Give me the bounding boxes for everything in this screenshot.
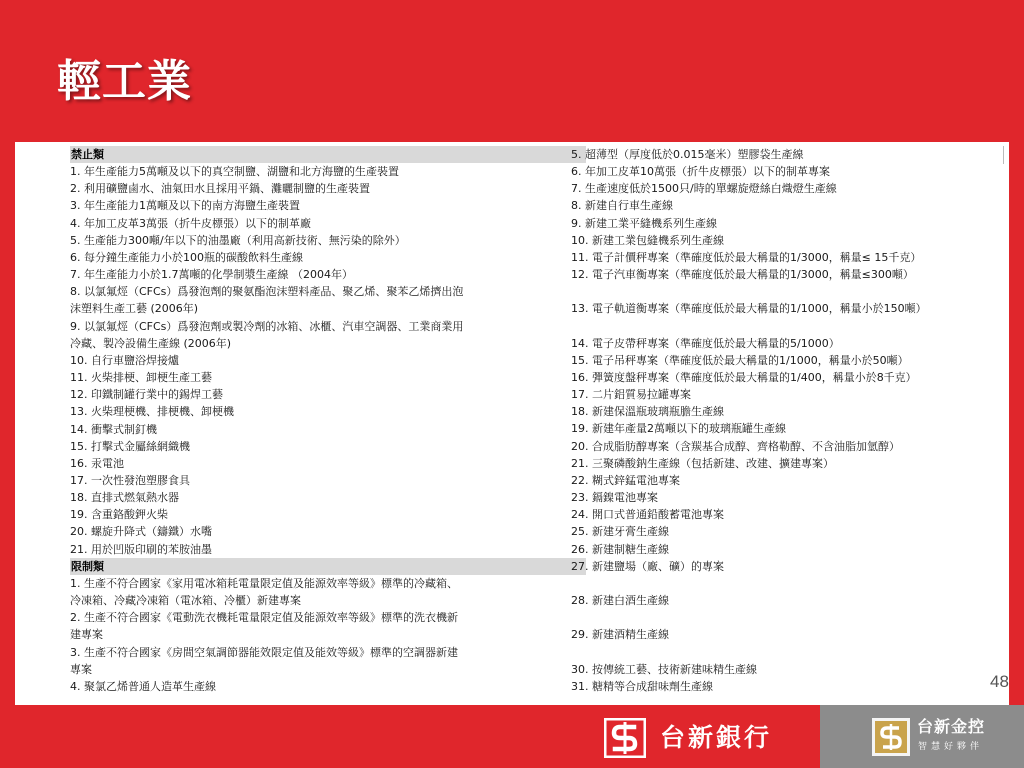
- list-item: 29. 新建酒精生產線: [571, 628, 669, 642]
- list-item: 3. 生產不符合國家《房間空氣調節器能效限定值及能效等級》標準的空調器新建: [70, 645, 458, 659]
- list-item: 22. 糊式鋅錳電池專案: [571, 473, 680, 487]
- list-item: 26. 新建制糖生產線: [571, 542, 669, 556]
- list-item: 9. 以氯氟烴（CFCs）爲發泡劑或製冷劑的冰箱、冰櫃、汽車空調器、工業商業用: [70, 319, 464, 333]
- list-item: 20. 合成脂肪醇專案（含羰基合成醇、齊格勒醇、不含油脂加氫醇）: [571, 439, 900, 453]
- list-item: 15. 電子吊秤專案（準確度低於最大稱量的1/1000，稱量小於50噸）: [571, 353, 909, 367]
- list-item: 16. 汞電池: [70, 456, 124, 470]
- list-item: 27. 新建鹽場（廠、礦）的專案: [571, 559, 724, 573]
- list-item: 5. 超薄型（厚度低於0.015毫米）塑膠袋生產線: [571, 148, 804, 161]
- row-spacer: [571, 318, 1005, 335]
- list-item: 13. 火柴理梗機、排梗機、卸梗機: [70, 405, 234, 419]
- row-spacer: [571, 283, 1005, 300]
- list-item: 31. 糖精等合成甜味劑生產線: [571, 679, 713, 693]
- bank-name: 台新銀行: [660, 723, 773, 752]
- list-item: 8. 新建自行車生產線: [571, 199, 673, 213]
- row-spacer: [571, 609, 1005, 626]
- list-item: 冷凍箱、冷藏冷凍箱（電冰箱、冷櫃）新建專案: [70, 594, 301, 608]
- taishin-holdings-logo-icon: [872, 718, 910, 756]
- list-item: 19. 新建年產量2萬噸以下的玻璃瓶罐生產線: [571, 422, 786, 436]
- list-item: 21. 三聚磷酸鈉生產線（包括新建、改建、擴建專案）: [571, 456, 834, 470]
- table-edge-divider: [1003, 146, 1004, 164]
- list-item: 21. 用於凹版印刷的苯胺油墨: [70, 542, 212, 556]
- list-item: 24. 開口式普通鉛酸蓄電池專案: [571, 508, 724, 522]
- list-item: 25. 新建牙膏生產線: [571, 525, 669, 539]
- list-item: 23. 鎘鎳電池專案: [571, 491, 658, 505]
- row-spacer: [571, 575, 1005, 592]
- list-item: 11. 電子計價秤專案（準確度低於最大稱量的1/3000，稱量≤ 15千克）: [571, 250, 922, 264]
- list-item: 28. 新建白酒生產線: [571, 594, 669, 608]
- page-number: 48: [990, 672, 1009, 691]
- list-item: 16. 彈簧度盤秤專案（準確度低於最大稱量的1/400，稱量小於8千克）: [571, 371, 917, 384]
- list-item: 2. 生產不符合國家《電動洗衣機耗電量限定值及能源效率等級》標準的洗衣機新: [70, 611, 458, 625]
- list-item: 冷藏、製冷設備生產線 (2006年): [70, 336, 232, 350]
- list-item: 20. 螺旋升降式（鑄鐵）水嘴: [70, 525, 212, 539]
- list-item: 6. 每分鐘生產能力小於100瓶的碳酸飲料生產線: [70, 250, 303, 264]
- list-item: 7. 年生產能力小於1.7萬噸的化學制漿生產線 （2004年）: [70, 268, 353, 282]
- list-item: 3. 年生產能力1萬噸及以下的南方海鹽生產裝置: [70, 199, 300, 213]
- list-item: 1. 年生產能力5萬噸及以下的真空制鹽、湖鹽和北方海鹽的生產裝置: [70, 165, 399, 179]
- list-item: 18. 新建保溫瓶玻璃瓶膽生產線: [571, 405, 724, 419]
- list-item: 12. 印鐵制罐行業中的錫焊工藝: [70, 388, 223, 402]
- list-item: 2. 利用礦鹽鹵水、油氣田水且採用平鍋、灘曬制鹽的生產裝置: [70, 182, 370, 196]
- right-border: [1009, 142, 1024, 705]
- page-title: 輕工業: [57, 56, 192, 107]
- list-item: 4. 聚氯乙烯普通人造革生產線: [70, 679, 216, 693]
- list-item: 9. 新建工業平縫機系列生產線: [571, 216, 717, 230]
- banned-list: [70, 163, 586, 558]
- list-item: 11. 火柴排梗、卸梗生產工藝: [70, 371, 212, 385]
- list-item: 1. 生產不符合國家《家用電冰箱耗電量限定值及能源效率等級》標準的冷藏箱、: [70, 576, 458, 590]
- list-item: 17. 二片鋁質易拉罐專案: [571, 388, 691, 402]
- left-column: [70, 146, 586, 695]
- restricted-list: [70, 575, 586, 695]
- right-column: [571, 146, 1005, 695]
- list-item: 14. 衝擊式制釘機: [70, 422, 157, 436]
- list-item: 6. 年加工皮革10萬張（折牛皮標張）以下的制革專案: [571, 165, 830, 179]
- list-item: 4. 年加工皮革3萬張（折牛皮標張）以下的制革廠: [70, 216, 311, 230]
- content-area: [15, 142, 1009, 705]
- list-item: 19. 含重鉻酸鉀火柴: [70, 508, 168, 522]
- list-item: 8. 以氯氟烴（CFCs）爲發泡劑的聚氨酯泡沫塑料產品、聚乙烯、聚苯乙烯擠出泡: [70, 285, 464, 299]
- list-item: 13. 電子軌道衡專案（準確度低於最大稱量的1/1000，稱量小於150噸）: [571, 302, 927, 316]
- list-item: 沫塑料生產工藝 (2006年): [70, 302, 199, 316]
- list-item: 15. 打擊式金屬絲網織機: [70, 439, 190, 453]
- holding-slogan: 智慧好夥伴: [918, 742, 984, 752]
- row-spacer: [571, 643, 1005, 660]
- list-item: 10. 自行車鹽浴焊接爐: [70, 353, 179, 367]
- list-item: 建專案: [70, 628, 103, 642]
- restricted-header: 限制類: [70, 558, 586, 575]
- list-item: 18. 直排式燃氣熱水器: [70, 491, 179, 505]
- holding-name: 台新金控: [917, 717, 986, 736]
- list-item: 14. 電子皮帶秤專案（準確度低於最大稱量的5/1000）: [571, 336, 840, 350]
- banned-header: 禁止類: [70, 146, 586, 163]
- taishin-bank-logo-icon: [604, 718, 646, 758]
- list-item: 12. 電子汽車衡專案（準確度低於最大稱量的1/3000，稱量≤300噸）: [571, 268, 914, 282]
- list-item: 5. 生產能力300噸/年以下的油墨廠（利用高新技術、無污染的除外）: [70, 233, 406, 247]
- list-item: 7. 生產速度低於1500只/時的單螺旋燈絲白熾燈生產線: [571, 182, 837, 196]
- list-item: 30. 按傳統工藝、技術新建味精生產線: [571, 662, 757, 676]
- left-border: [0, 142, 15, 705]
- list-item: 17. 一次性發泡塑膠食具: [70, 473, 190, 487]
- list-item: 專案: [70, 662, 92, 676]
- list-item: 10. 新建工業包縫機系列生產線: [571, 233, 724, 247]
